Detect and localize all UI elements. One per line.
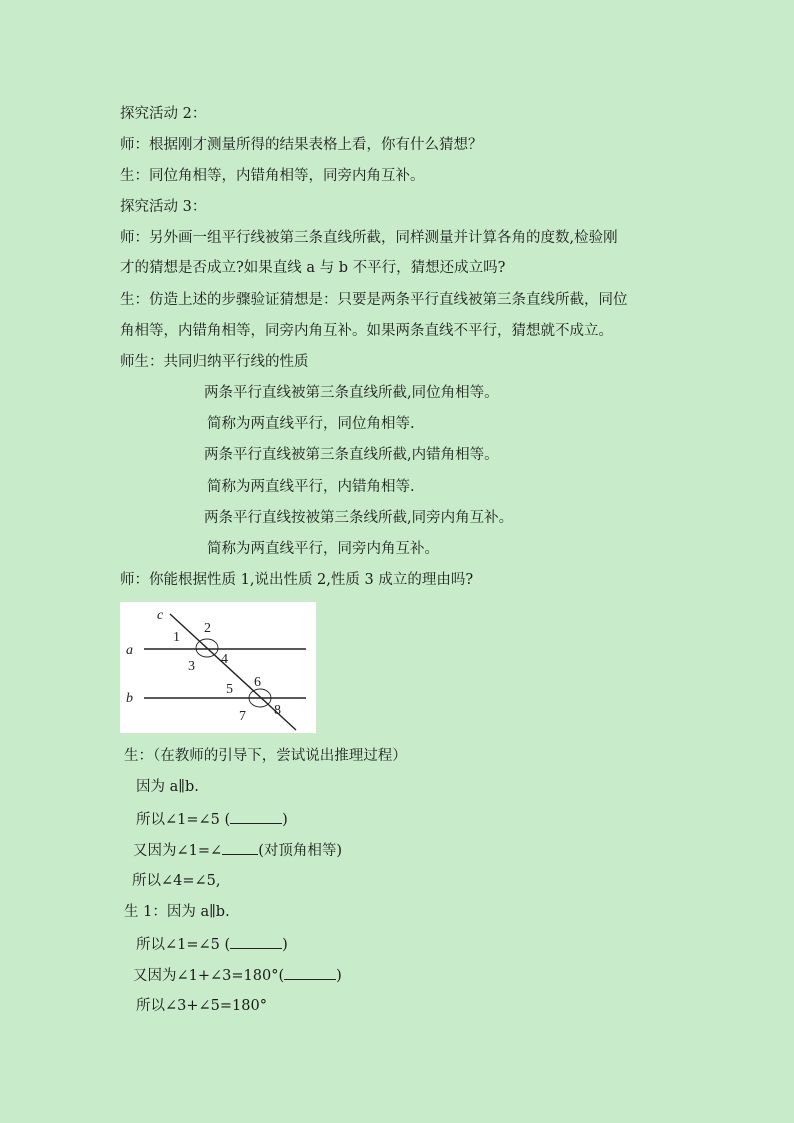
- section-title-activity-2: 探究活动 2：: [120, 106, 207, 122]
- summary-heading: 师生：共同归纳平行线的性质: [120, 354, 309, 370]
- property-2-short: 简称为两直线平行，内错角相等.: [207, 479, 415, 495]
- student-1-step-1: 生 1：因为 a∥b.: [124, 904, 230, 920]
- teacher-question-2-line-2: 才的猜想是否成立?如果直线 a 与 b 不平行，猜想还成立吗?: [120, 260, 506, 276]
- student-reasoning-heading: 生：（在教师的引导下，尝试说出推理过程）: [124, 748, 407, 764]
- property-2: 两条平行直线被第三条直线所截,内错角相等。: [204, 447, 499, 463]
- teacher-question-2-line-1: 师：另外画一组平行线被第三条直线所截，同样测量并计算各角的度数,检验刚: [120, 230, 618, 246]
- student-answer-2-line-1: 生：仿造上述的步骤验证猜想是：只要是两条平行直线被第三条直线所截，同位: [120, 292, 628, 308]
- teacher-question-1: 师：根据刚才测量所得的结果表格上看，你有什么猜想？: [120, 137, 483, 153]
- angle-1: 1: [173, 630, 180, 645]
- reasoning-step-3: 又因为∠1=∠ (对顶角相等): [133, 840, 342, 861]
- parallel-lines-diagram: [120, 602, 316, 733]
- angle-8: 8: [274, 703, 281, 718]
- property-3: 两条平行直线按被第三条线所截,同旁内角互补。: [204, 510, 514, 526]
- parallel-lines-figure: [120, 602, 316, 733]
- property-1: 两条平行直线被第三条直线所截,同位角相等。: [204, 385, 499, 401]
- label-a: a: [126, 643, 133, 658]
- property-3-short: 简称为两直线平行，同旁内角互补。: [207, 541, 439, 557]
- fill-blank-4[interactable]: [284, 965, 336, 980]
- angle-3: 3: [188, 659, 195, 674]
- fill-blank-2[interactable]: [222, 840, 258, 855]
- student-answer-1: 生：同位角相等，内错角相等，同旁内角互补。: [120, 168, 425, 184]
- angle-2: 2: [204, 621, 211, 636]
- student-1-step-2: 所以∠1=∠5 ( ): [136, 934, 288, 955]
- student-1-step-3: 又因为∠1+∠3=180°( ): [133, 965, 342, 986]
- angle-5: 5: [226, 682, 233, 697]
- reasoning-step-1: 因为 a∥b.: [136, 779, 199, 795]
- teacher-question-3: 师：你能根据性质 1,说出性质 2,性质 3 成立的理由吗?: [120, 572, 474, 588]
- fill-blank-1[interactable]: [230, 809, 282, 824]
- angle-4: 4: [221, 652, 228, 667]
- angle-6: 6: [254, 675, 261, 690]
- angle-7: 7: [239, 709, 246, 724]
- reasoning-step-4: 所以∠4=∠5,: [132, 873, 221, 889]
- reasoning-step-2: 所以∠1=∠5 ( ): [136, 809, 288, 830]
- student-answer-2-line-2: 角相等，内错角相等，同旁内角互补。如果两条直线不平行，猜想就不成立。: [120, 323, 613, 339]
- student-1-step-4: 所以∠3+∠5=180°: [136, 998, 267, 1014]
- label-b: b: [126, 691, 133, 706]
- label-c: c: [157, 608, 164, 623]
- section-title-activity-3: 探究活动 3：: [120, 199, 207, 215]
- property-1-short: 简称为两直线平行，同位角相等.: [207, 416, 415, 432]
- fill-blank-3[interactable]: [230, 934, 282, 949]
